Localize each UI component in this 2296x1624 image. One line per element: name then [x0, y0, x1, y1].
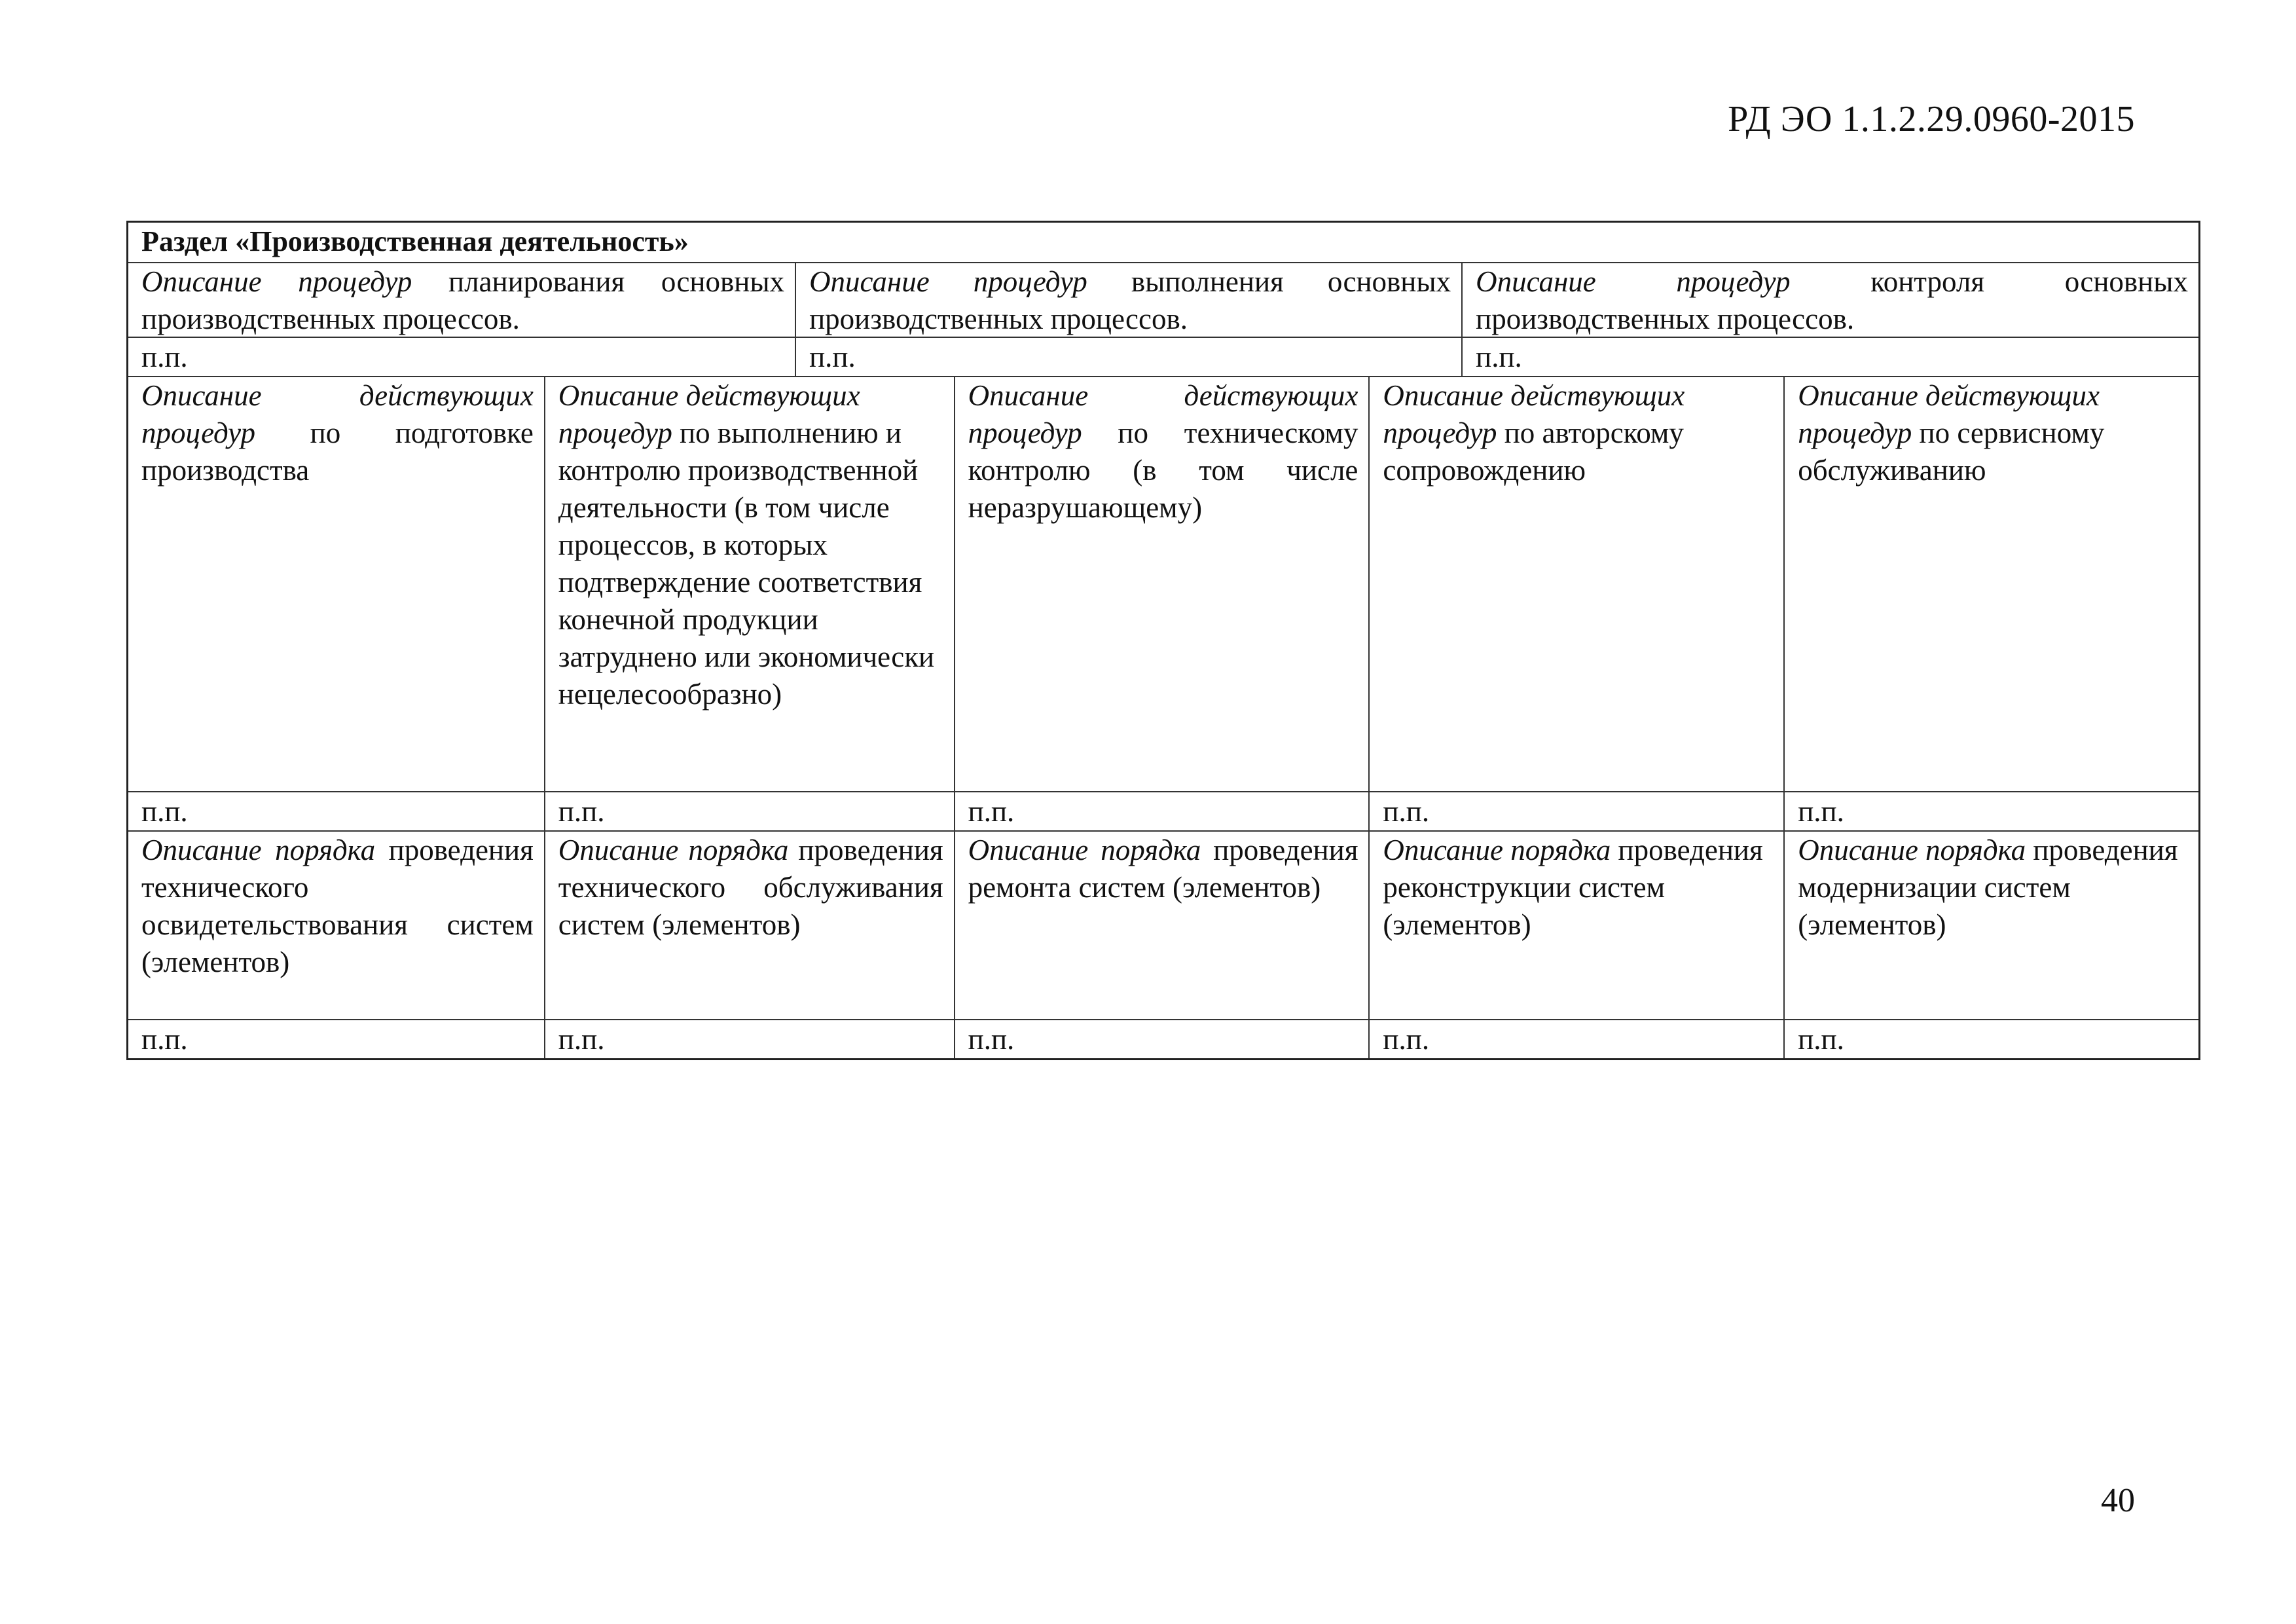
procedure-cell: [544, 377, 954, 791]
pp-cell: [128, 338, 795, 376]
procedure-cell: [954, 377, 1369, 791]
maintenance-text: проведения технического освидетельствования систем (элементов): [141, 834, 534, 978]
planning-text: планирования основных производственных процессов.: [141, 265, 785, 335]
maintenance-italic: Описание порядка: [968, 834, 1201, 866]
procedure-cell: [1783, 377, 2198, 791]
maintenance-cell: [1783, 832, 2198, 1019]
pp-cell: [1783, 1020, 2198, 1058]
pp-label: п.п.: [141, 795, 188, 828]
pp-label: п.п.: [1383, 1023, 1430, 1056]
control-text: контроля основных производственных процессов.: [1476, 265, 2188, 335]
maintenance-italic: Описание порядка: [558, 834, 789, 866]
pp-cell: [795, 338, 1461, 376]
pp-label: п.п.: [1383, 795, 1430, 828]
maintenance-text: проведения реконструкции систем (элементов): [1383, 834, 1763, 941]
table-title: Раздел «Производственная деятельность»: [141, 225, 689, 257]
pp-cell: [1783, 792, 2198, 830]
maintenance-italic: Описание порядка: [141, 834, 376, 866]
maintenance-cell: [1368, 832, 1783, 1019]
pp-cell: [128, 792, 544, 830]
maintenance-text: проведения модернизации систем (элементов): [1798, 834, 2178, 941]
pp-label: п.п.: [1798, 1023, 1844, 1056]
procedure-text: по выполнению и контролю производственной деятельности (в том числе процессов, в которых подтверждение соответствия конечной продукции затруднено или экономически нецелесообразно): [558, 416, 935, 710]
pp-label: п.п.: [1798, 795, 1844, 828]
page-number: 40: [2101, 1482, 2135, 1519]
maintenance-row: [128, 830, 2198, 1019]
pp-label: п.п.: [558, 795, 605, 828]
pp-label: п.п.: [1476, 341, 1522, 373]
procedure-italic: Описание действующих процедур: [141, 379, 534, 449]
control-cell: [1461, 263, 2198, 337]
procedure-cell: [128, 377, 544, 791]
control-italic: Описание процедур: [1476, 265, 1791, 298]
pp-label: п.п.: [968, 1023, 1015, 1056]
procedure-italic: Описание действующих процедур: [1798, 379, 2100, 449]
procedure-italic: Описание действующих процедур: [968, 379, 1358, 449]
pp-label: п.п.: [968, 795, 1015, 828]
pp-label: п.п.: [141, 1023, 188, 1056]
procedure-text: по подготовке производства: [141, 416, 534, 487]
maintenance-cell: [954, 832, 1369, 1019]
procedure-text: по авторскому сопровождению: [1383, 416, 1684, 487]
maintenance-italic: Описание порядка: [1798, 834, 2026, 866]
planning-row: [128, 262, 2198, 337]
pp-label: п.п.: [141, 341, 188, 373]
pp-cell: [954, 792, 1369, 830]
procedure-italic: Описание действующих процедур: [1383, 379, 1685, 449]
pp-label: п.п.: [809, 341, 856, 373]
table-title-row: [128, 223, 2198, 262]
procedure-text: по техническому контролю (в том числе неразрушающему): [968, 416, 1358, 524]
execution-cell: [795, 263, 1461, 337]
planning-italic: Описание процедур: [141, 265, 412, 298]
top-pp-row: [128, 337, 2198, 376]
document-code: РД ЭО 1.1.2.29.0960-2015: [1728, 99, 2135, 139]
pp-cell: [544, 1020, 954, 1058]
execution-italic: Описание процедур: [809, 265, 1087, 298]
maintenance-italic: Описание порядка: [1383, 834, 1611, 866]
maintenance-cell: [128, 832, 544, 1019]
maintenance-cell: [544, 832, 954, 1019]
pp-cell: [1368, 792, 1783, 830]
pp-cell: [954, 1020, 1369, 1058]
maintenance-pp-row: [128, 1019, 2198, 1058]
pp-cell: [1368, 1020, 1783, 1058]
planning-cell: [128, 263, 795, 337]
procedures-pp-row: [128, 791, 2198, 830]
execution-text: выполнения основных производственных процессов.: [809, 265, 1451, 335]
pp-cell: [544, 792, 954, 830]
procedure-italic: Описание действующих процедур: [558, 379, 860, 449]
production-activity-table: [126, 221, 2200, 1060]
procedure-text: по сервисному обслуживанию: [1798, 416, 2105, 487]
procedure-cell: [1368, 377, 1783, 791]
pp-cell: [1461, 338, 2198, 376]
pp-label: п.п.: [558, 1023, 605, 1056]
pp-cell: [128, 1020, 544, 1058]
maintenance-text: проведения технического обслуживания систем (элементов): [558, 834, 943, 941]
maintenance-text: проведения ремонта систем (элементов): [968, 834, 1358, 904]
procedures-row: [128, 376, 2198, 791]
